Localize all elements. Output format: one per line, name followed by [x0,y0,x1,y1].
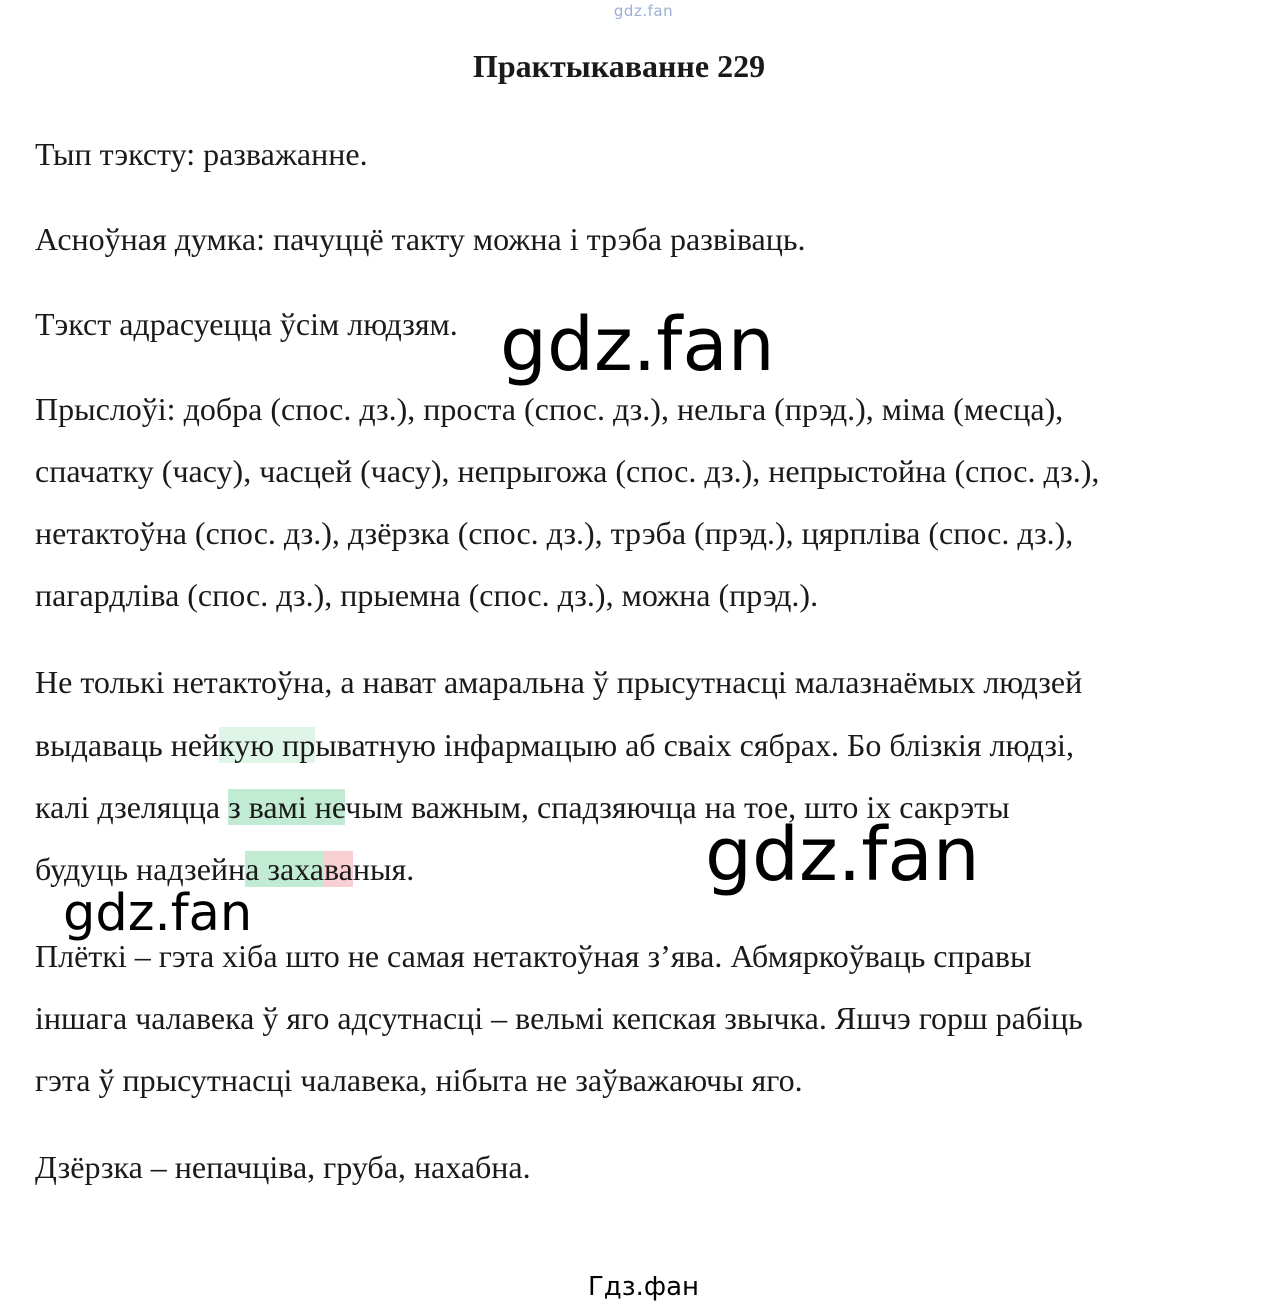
text-segment: выдаваць ней [35,727,220,763]
watermark-large-2: gdz.fan [705,812,980,898]
highlight-red: ва [323,851,353,887]
paragraph-1-line-1: Не толькі нетактоўна, а нават амаральна ў прысутнасці малазнаёмых людзей [35,664,1083,700]
adverbs-line-3: нетактоўна (спос. дз.), дзёрзка (спос. дз.), трэба (прэд.), цярпліва (спос. дз.), [35,515,1074,551]
audience-line: Тэкст адрасуецца ўсім людзям. [35,306,458,342]
highlight-green: з вамі не [228,789,346,825]
text-segment: будуць надзейн [35,851,246,887]
top-watermark: gdz.fan [613,2,674,20]
text-segment: чым важным, спадзяючца на тое, што іх сакрэты [345,789,1010,825]
page-title: Практыкаванне 229 [472,48,766,84]
adverbs-line-2: спачатку (часу), часцей (часу), непрыгожа (спос. дз.), непрыстойна (спос. дз.), [35,453,1100,489]
paragraph-2-line-2: іншага чалавека ў яго адсутнасці – вельмі кепская звычка. Яшчэ горш рабіць [35,1000,1083,1036]
definition-line: Дзёрзка – непачціва, груба, нахабна. [35,1149,531,1185]
text-segment: калі дзеляцца [35,789,229,825]
paragraph-1-line-4 [35,853,414,885]
main-idea-line: Асноўная думка: пачуццё такту можна і трэба развіваць. [35,221,806,257]
text-type-line: Тып тэксту: разважанне. [35,136,368,172]
watermark-medium: gdz.fan [63,884,253,943]
highlight-green: а заха [245,851,324,887]
footer-label: Гдз.фан [587,1272,700,1302]
watermark-large-1: gdz.fan [500,302,775,388]
text-segment: ныя. [352,851,415,887]
paragraph-2-line-1: Плёткі – гэта хіба што не самая нетактоўная з’ява. Абмяркоўваць справы [35,938,1032,974]
highlight-green: кую пр [219,727,316,763]
adverbs-line-4: пагардліва (спос. дз.), прыемна (спос. дз.), можна (прэд.). [35,577,819,613]
paragraph-1-line-2 [35,729,1074,761]
adverbs-line-1: Прыслоўі: добра (спос. дз.), проста (спос. дз.), нельга (прэд.), міма (месца), [35,391,1064,427]
paragraph-2-line-3: гэта ў прысутнасці чалавека, нібыта не заўважаючы яго. [35,1062,803,1098]
text-segment: ыватную інфармацыю аб сваіх сябрах. Бо блізкія людзі, [315,727,1074,763]
